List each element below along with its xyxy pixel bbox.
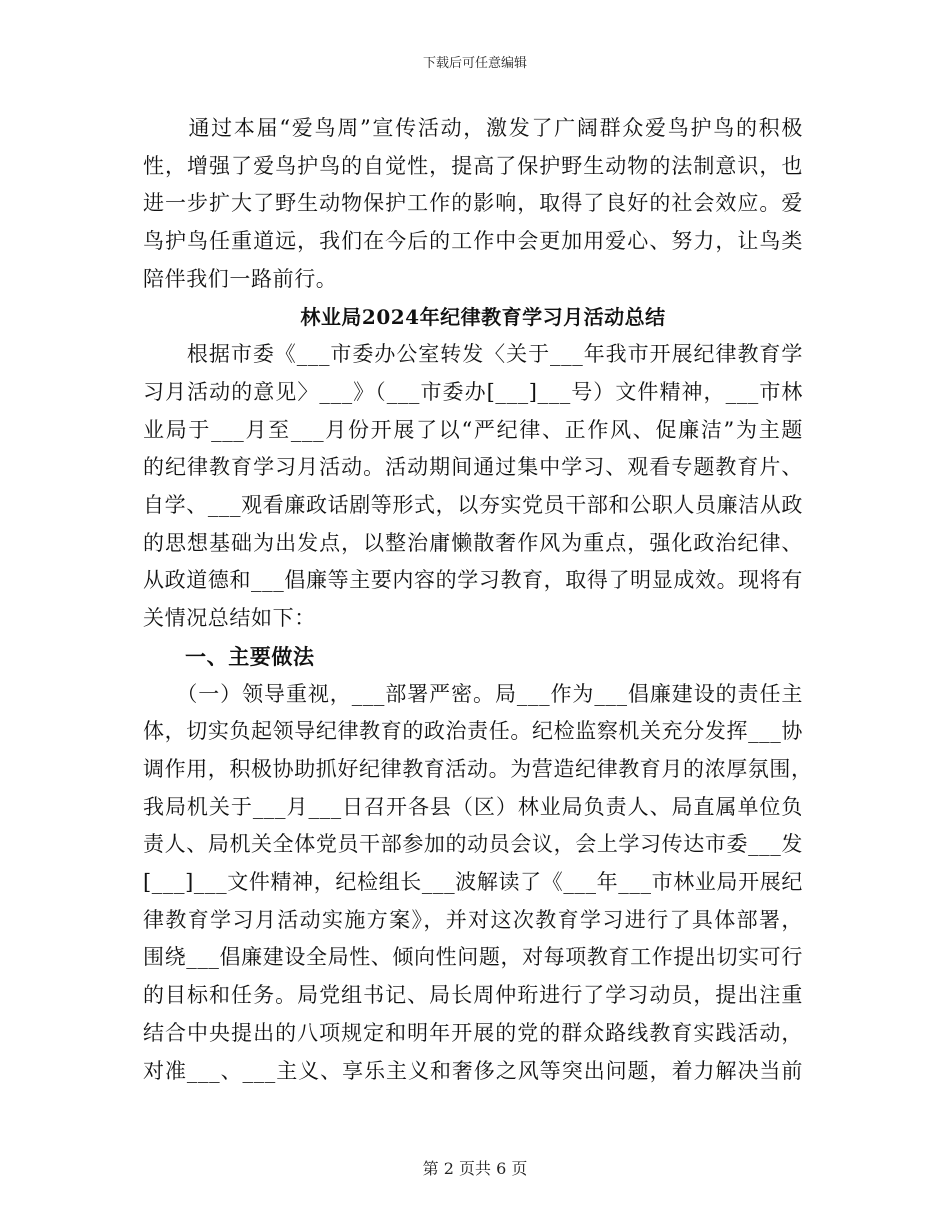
text-line: 通过本届“爱鸟周”宣传活动，激发了广阔群众爱鸟护鸟的积极 — [143, 116, 803, 140]
text-line: 围绕___倡廉建设全局性、倾向性问题，对每项教育工作提出切实可行 — [143, 945, 803, 970]
text-line: 根据市委《___市委办公室转发〈关于___年我市开展纪律教育学 — [143, 342, 803, 367]
document-body — [143, 110, 813, 1090]
text-line: 性，增强了爱鸟护鸟的自觉性，提高了保护野生动物的法制意识，也 — [143, 153, 803, 178]
text-line: 的目标和任务。局党组书记、局长周仲珩进行了学习动员，提出注重 — [143, 983, 803, 1008]
text-line: 对准___、___主义、享乐主义和奢侈之风等突出问题，着力解决当前 — [143, 1058, 803, 1083]
text-line: 责人、局机关全体党员干部参加的动员会议，会上学习传达市委___发 — [143, 832, 803, 857]
text-line: 关情况总结如下： — [143, 606, 316, 631]
text-line: 的纪律教育学习月活动。活动期间通过集中学习、观看专题教育片、 — [143, 455, 803, 480]
section-heading: 一、主要做法 — [185, 643, 315, 669]
text-line: 调作用，积极协助抓好纪律教育活动。为营造纪律教育月的浓厚氛围， — [143, 756, 813, 781]
text-line: 自学、___观看廉政话剧等形式，以夯实党员干部和公职人员廉洁从政 — [143, 493, 803, 518]
text-line: 从政道德和___倡廉等主要内容的学习教育，取得了明显成效。现将有 — [143, 568, 803, 593]
document-title: 林业局2024年纪律教育学习月活动总结 — [300, 304, 666, 329]
text-line: 律教育学习月活动实施方案》，并对这次教育学习进行了具体部署， — [143, 907, 803, 932]
page-header-note: 下载后可任意编辑 — [422, 56, 527, 71]
page-footer-number: 第 2 页共 6 页 — [422, 1159, 528, 1178]
paragraph-background — [143, 336, 803, 638]
text-line: 习月活动的意见〉___》（___市委办[___]___号）文件精神，___市林 — [143, 379, 803, 404]
text-line: 鸟护鸟任重道远，我们在今后的工作中会更加用爱心、努力，让鸟类 — [143, 229, 803, 254]
text-line: [___]___文件精神，纪检组长___波解读了《___年___市林业局开展纪 — [143, 870, 803, 895]
text-line: 进一步扩大了野生动物保护工作的影响，取得了良好的社会效应。爱 — [143, 191, 803, 216]
paragraph-main-practice — [143, 676, 813, 1091]
paragraph-intro — [143, 110, 803, 299]
text-line: 陪伴我们一路前行。 — [143, 266, 338, 291]
text-line: 结合中央提出的八项规定和明年开展的党的群众路线教育实践活动， — [143, 1020, 803, 1045]
text-line: 我局机关于___月___日召开各县（区）林业局负责人、局直属单位负 — [143, 794, 803, 819]
text-line: 业局于___月至___月份开展了以“严纪律、正作风、促廉洁”为主题 — [143, 417, 803, 442]
text-line: （一）领导重视，___部署严密。局___作为___倡廉建设的责任主 — [143, 681, 803, 706]
text-line: 的思想基础为出发点，以整治庸懒散奢作风为重点，强化政治纪律、 — [143, 530, 803, 555]
text-line: 体，切实负起领导纪律教育的政治责任。纪检监察机关充分发挥___协 — [143, 719, 803, 744]
